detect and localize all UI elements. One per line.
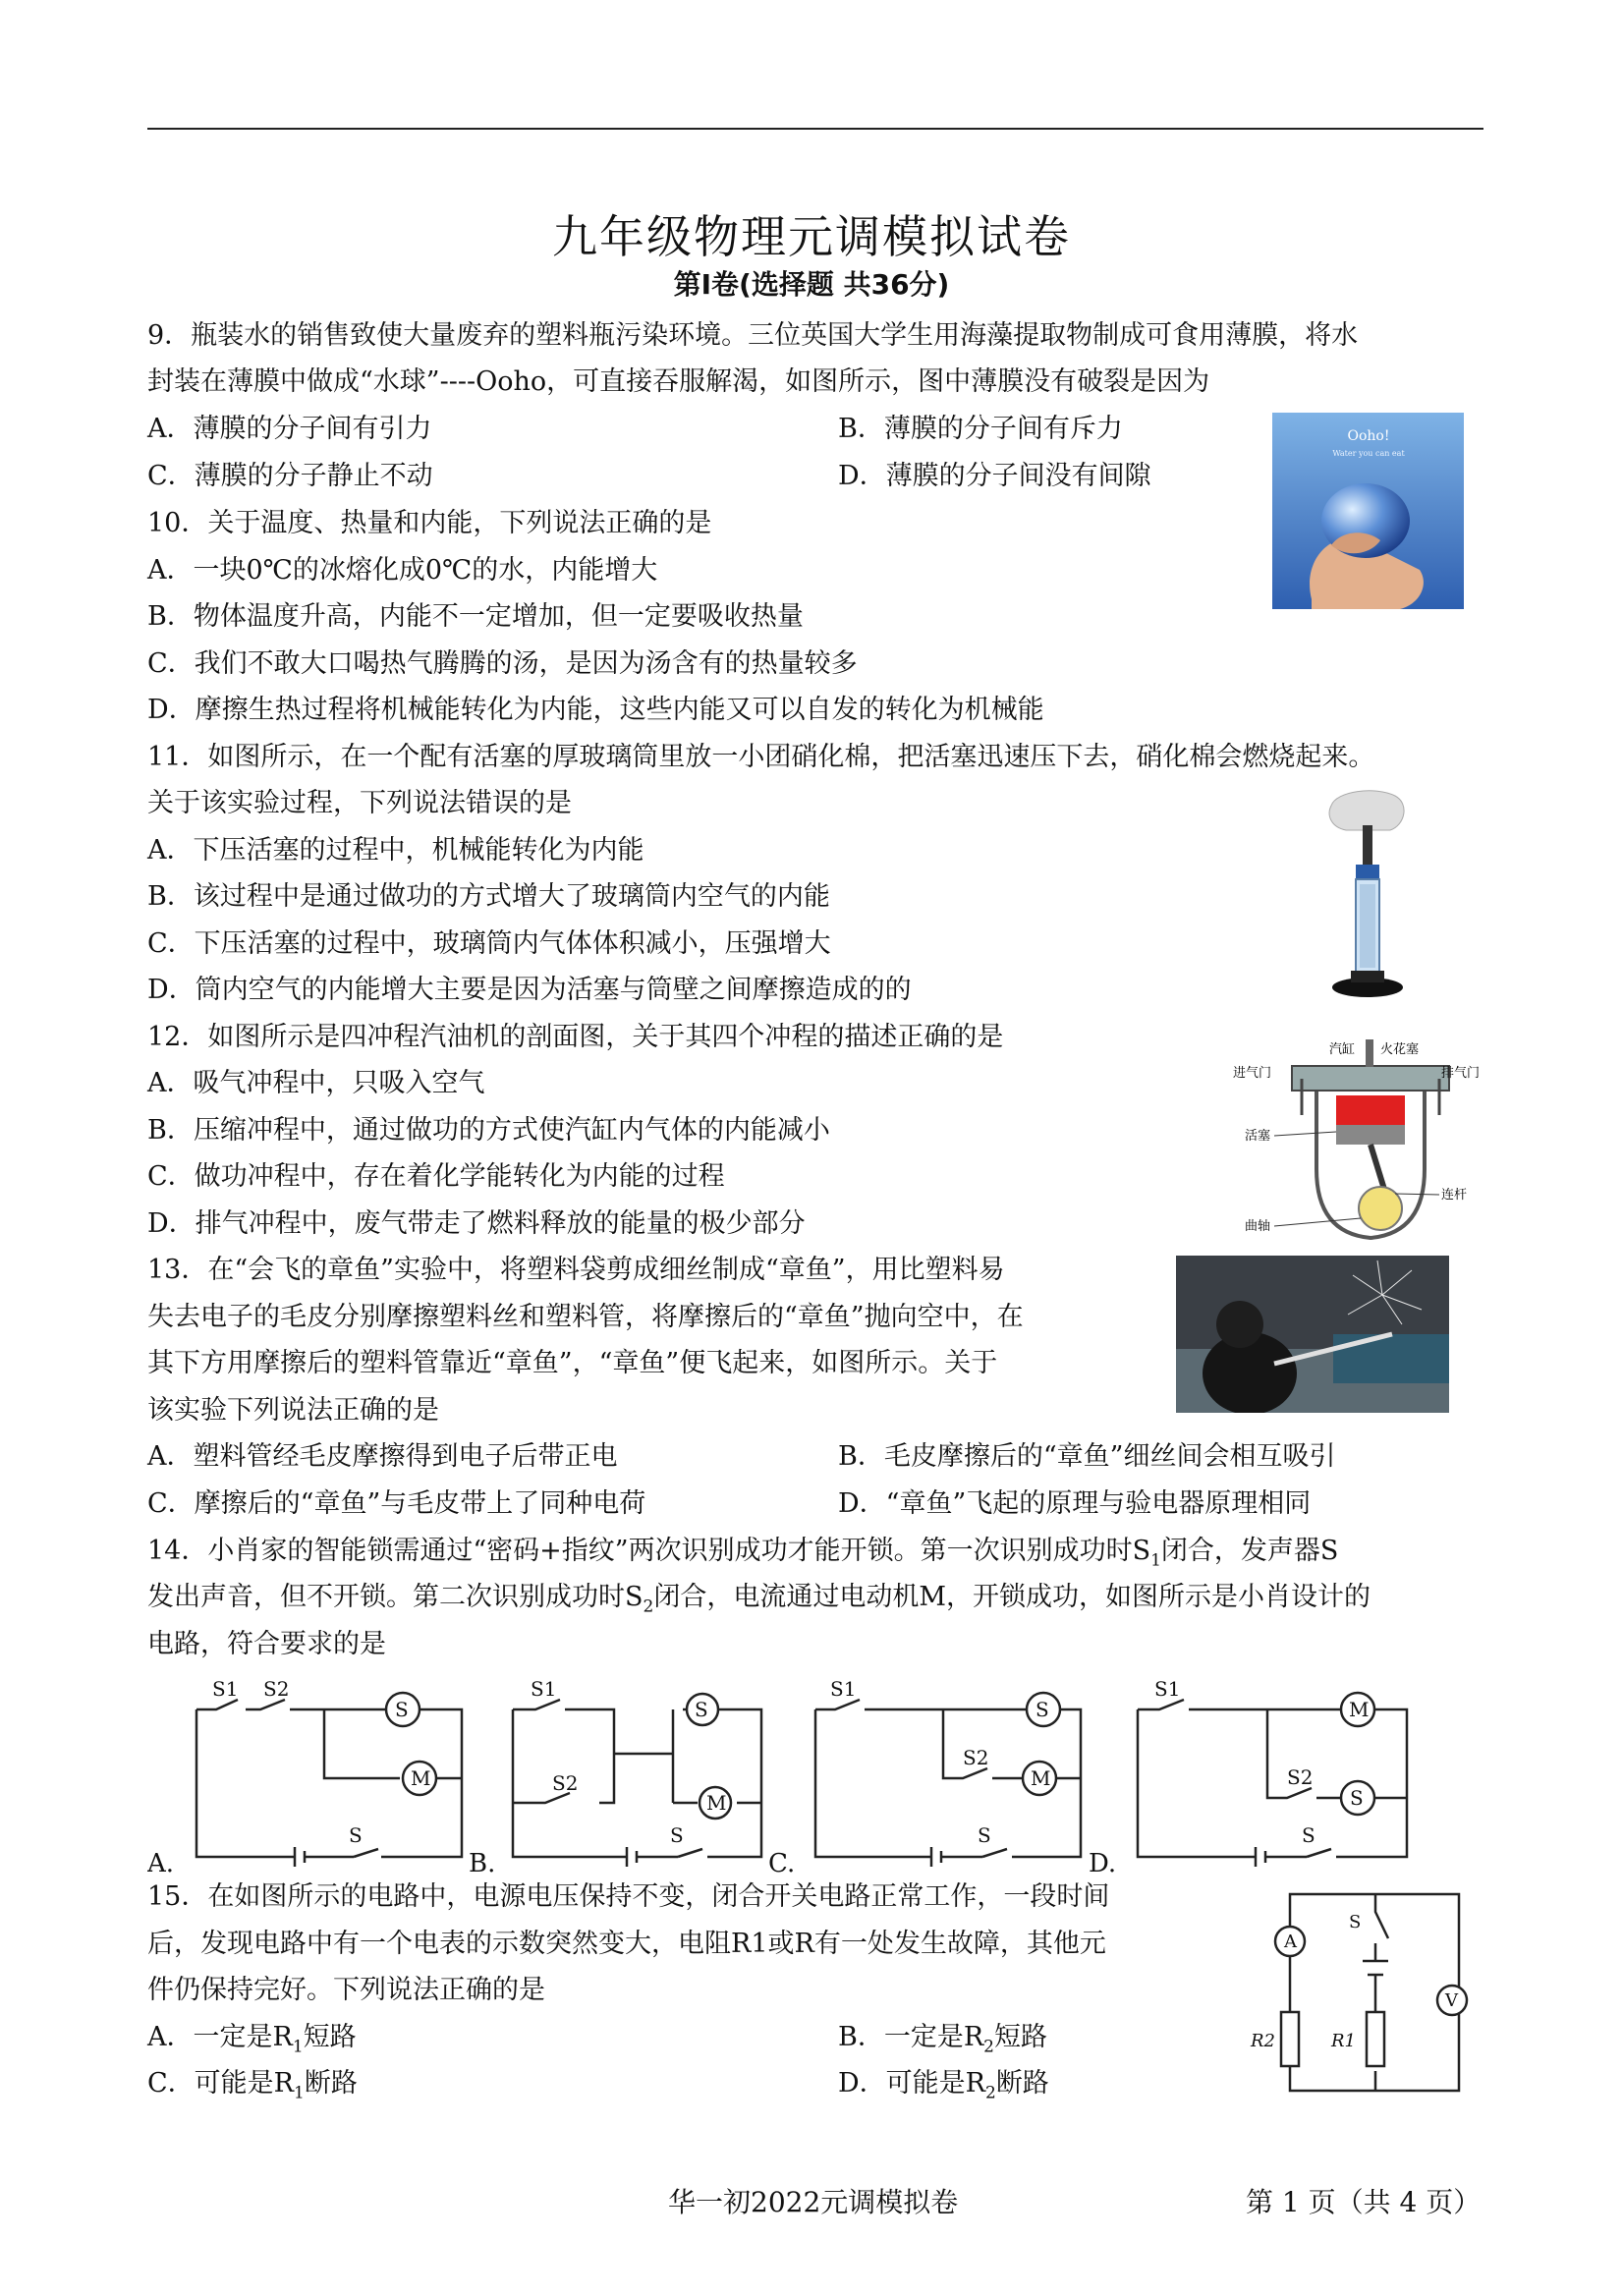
q10-stem: 10．关于温度、热量和内能，下列说法正确的是 (147, 508, 712, 538)
q15-stem-line1: 15．在如图所示的电路中，电源电压保持不变，闭合开关电路正常工作，一段时间 (147, 1881, 1110, 1912)
label-spark-plug: 火花塞 (1380, 1042, 1420, 1057)
q11-option-b: B．该过程中是通过做功的方式增大了玻璃筒内空气的内能 (147, 881, 830, 912)
d-sounder-symbol: S (1350, 1786, 1364, 1810)
q12-option-a: A．吸气冲程中，只吸入空气 (147, 1068, 485, 1098)
a-motor-symbol: M (411, 1766, 431, 1790)
label-connecting-rod: 连杆 (1441, 1188, 1468, 1203)
q9-option-c: C．薄膜的分子静止不动 (147, 461, 433, 491)
section-subtitle: 第Ⅰ卷(选择题 共36分) (673, 268, 950, 301)
q14-stem-line1: 14．小肖家的智能锁需通过“密码+指纹”两次识别成功才能开锁。第一次识别成功时$S_1$闭合，发声器S (147, 1536, 1339, 1571)
q13-stem-line2: 失去电子的毛皮分别摩擦塑料丝和塑料管，将摩擦后的“章鱼”抛向空中，在 (147, 1302, 1024, 1332)
q14-option-b-label: B. (469, 1849, 496, 1878)
b-s1-label: S1 (531, 1677, 557, 1701)
b-switch-label: S (670, 1823, 684, 1847)
q14-circuit-options (147, 1670, 1425, 1881)
q9-stem-line1: 9．瓶装水的销售致使大量废弃的塑料瓶污染环境。三位英国大学生用海藻提取物制成可食用薄膜，将水 (147, 320, 1359, 351)
q11-option-c: C．下压活塞的过程中，玻璃筒内气体体积减小，压强增大 (147, 928, 831, 959)
a-sounder-symbol: S (395, 1698, 409, 1721)
q13-option-c: C．摩擦后的“章鱼”与毛皮带上了同种电荷 (147, 1488, 646, 1519)
d-s1-label: S1 (1154, 1677, 1181, 1701)
q9-option-d: D．薄膜的分子间没有间隙 (838, 461, 1151, 491)
q11-piston-cylinder-photo (1316, 786, 1425, 1007)
b-sounder-symbol: S (695, 1698, 708, 1721)
q11-stem-line1: 11．如图所示，在一个配有活塞的厚玻璃筒里放一小团硝化棉，把活塞迅速压下去，硝化棉会燃烧起来。 (147, 742, 1375, 772)
label-crankshaft: 曲轴 (1245, 1219, 1271, 1234)
footer-page-number: 第 1 页（共 4 页） (1246, 2186, 1482, 2218)
q9-option-b: B．薄膜的分子间有斥力 (838, 414, 1123, 444)
q9-photo-subcaption: Water you can eat (1332, 449, 1405, 458)
q10-option-c: C．我们不敢大口喝热气腾腾的汤，是因为汤含有的热量较多 (147, 648, 858, 679)
r2-label: R2 (1251, 2031, 1276, 2051)
q9-water-ball-photo (1272, 413, 1464, 609)
q14-stem-line2: 发出声音，但不开锁。第二次识别成功时$S_2$闭合，电流通过电动机M，开锁成功，如图所示是小肖设计的 (147, 1582, 1371, 1617)
ammeter-symbol: A (1284, 1932, 1297, 1952)
q14-option-d-label: D. (1089, 1849, 1117, 1878)
q12-option-d: D．排气冲程中，废气带走了燃料释放的能量的极少部分 (147, 1208, 806, 1239)
d-s2-label: S2 (1287, 1765, 1314, 1789)
q12-engine-diagram (1233, 1022, 1488, 1258)
a-s2-label: S2 (263, 1677, 290, 1701)
q11-option-d: D．筒内空气的内能增大主要是因为活塞与筒壁之间摩擦造成的的 (147, 975, 912, 1005)
r1-label: R1 (1331, 2031, 1357, 2051)
q15-circuit-diagram (1233, 1884, 1474, 2100)
header-rule (147, 128, 1483, 130)
q10-option-d: D．摩擦生热过程将机械能转化为内能，这些内能又可以自发的转化为机械能 (147, 695, 1044, 725)
q13-stem-line1: 13．在“会飞的章鱼”实验中，将塑料袋剪成细丝制成“章鱼”，用比塑料易 (147, 1255, 1005, 1285)
q12-option-c: C．做功冲程中，存在着化学能转化为内能的过程 (147, 1161, 725, 1192)
c-s1-label: S1 (830, 1677, 857, 1701)
a-s1-label: S1 (212, 1677, 239, 1701)
b-s2-label: S2 (552, 1771, 579, 1795)
q13-stem-line4: 该实验下列说法正确的是 (147, 1395, 439, 1426)
q9-photo-caption: Ooho! (1347, 428, 1390, 444)
d-switch-label: S (1302, 1823, 1315, 1847)
q12-stem: 12．如图所示是四冲程汽油机的剖面图，关于其四个冲程的描述正确的是 (147, 1022, 1004, 1052)
q12-option-b: B．压缩冲程中，通过做功的方式使汽缸内气体的内能减小 (147, 1115, 830, 1146)
label-exhaust-valve: 排气门 (1441, 1066, 1481, 1081)
q15-stem-line2: 后，发现电路中有一个电表的示数突然变大，电阻R1或R有一处发生故障，其他元 (147, 1929, 1106, 1959)
q11-stem-line2: 关于该实验过程，下列说法错误的是 (147, 788, 572, 818)
q10-option-b: B．物体温度升高，内能不一定增加，但一定要吸收热量 (147, 601, 804, 632)
q15-option-c: C．可能是$R_1$断路 (147, 2068, 358, 2103)
label-cylinder: 汽缸 (1329, 1042, 1356, 1057)
c-s2-label: S2 (963, 1746, 989, 1769)
q15-option-b: B．一定是$R_2$短路 (838, 2022, 1047, 2057)
c-motor-symbol: M (1031, 1766, 1051, 1790)
q15-switch-label: S (1349, 1912, 1362, 1932)
q9-option-a: A．薄膜的分子间有引力 (147, 414, 432, 444)
c-sounder-symbol: S (1035, 1698, 1049, 1721)
q13-stem-line3: 其下方用摩擦后的塑料管靠近“章鱼”，“章鱼”便飞起来，如图所示。关于 (147, 1348, 998, 1378)
q9-stem-line2: 封装在薄膜中做成“水球”----Ooho，可直接吞服解渴，如图所示，图中薄膜没有破裂是因为 (147, 366, 1210, 397)
q14-option-c-label: C. (768, 1849, 796, 1878)
q13-option-b: B．毛皮摩擦后的“章鱼”细丝间会相互吸引 (838, 1441, 1336, 1472)
c-switch-label: S (978, 1823, 991, 1847)
q10-option-a: A．一块0℃的冰熔化成0℃的水，内能增大 (147, 555, 658, 586)
q13-flying-octopus-photo (1176, 1256, 1449, 1413)
q15-option-d: D．可能是$R_2$断路 (838, 2068, 1049, 2103)
footer-exam-name: 华一初2022元调模拟卷 (668, 2186, 959, 2218)
d-motor-symbol: M (1349, 1698, 1370, 1721)
label-intake-valve: 进气门 (1233, 1066, 1272, 1081)
q13-option-a: A．塑料管经毛皮摩擦得到电子后带正电 (147, 1441, 618, 1472)
q11-option-a: A．下压活塞的过程中，机械能转化为内能 (147, 835, 644, 866)
q14-option-a-label: A. (147, 1849, 175, 1878)
a-switch-label: S (349, 1823, 363, 1847)
voltmeter-symbol: V (1445, 1990, 1458, 2011)
q14-stem-line3: 电路，符合要求的是 (147, 1629, 386, 1659)
q13-option-d: D．“章鱼”飞起的原理与验电器原理相同 (838, 1488, 1312, 1519)
exam-title: 九年级物理元调模拟试卷 (552, 210, 1071, 263)
label-piston: 活塞 (1245, 1129, 1271, 1144)
q15-stem-line3: 件仍保持完好。下列说法正确的是 (147, 1975, 545, 2005)
b-motor-symbol: M (706, 1791, 727, 1815)
q15-option-a: A．一定是$R_1$短路 (147, 2022, 357, 2057)
